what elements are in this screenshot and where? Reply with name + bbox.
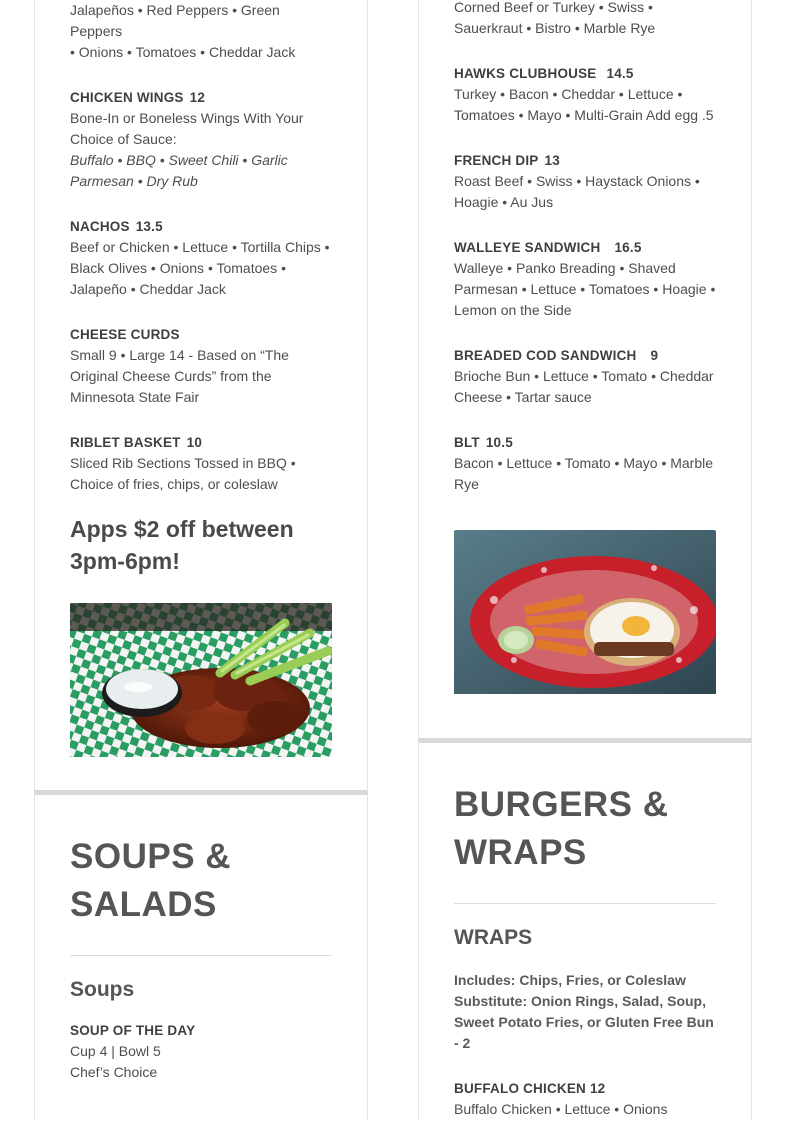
item-desc: Sauerkraut • Bistro • Marble Rye: [454, 20, 656, 36]
item-name: CHEESE CURDS: [70, 327, 180, 342]
item-price: 10: [186, 435, 203, 450]
wraps-note: Includes: Chips, Fries, or Coleslaw Substitute: Onion Rings, Salad, Soup, Sweet Potato Fries, or Gluten Free Bun - 2: [454, 972, 714, 1051]
menu-item-french-dip: [454, 150, 716, 213]
menu-item-nachos: [70, 216, 332, 300]
menu-item-partial: [70, 0, 332, 63]
item-name: NACHOS: [70, 219, 130, 234]
item-desc: Beef or Chicken • Lettuce • Tortilla Chips • Black Olives • Onions • Tomatoes • Jalapeño • Cheddar Jack: [70, 239, 330, 297]
item-desc: Bacon • Lettuce • Tomato • Mayo • Marble Rye: [454, 455, 714, 492]
section-title: BURGERS & WRAPS: [454, 785, 669, 872]
menu-item-buffalo-chicken: [454, 1078, 716, 1120]
item-price: 14.5: [606, 66, 634, 81]
menu-item-breaded-cod: [454, 345, 716, 408]
item-price: 16.5: [614, 240, 642, 255]
item-desc: Sliced Rib Sections Tossed in BBQ • Choice of fries, chips, or coleslaw: [70, 455, 296, 492]
divider: [70, 955, 332, 956]
menu-item-blt: [454, 432, 716, 495]
item-sauces: Buffalo • BBQ • Sweet Chili • Garlic Parmesan • Dry Rub: [70, 152, 288, 189]
item-desc: Turkey • Bacon • Cheddar • Lettuce • Tomatoes • Mayo • Multi-Grain Add egg .5: [454, 86, 714, 123]
item-name: RIBLET BASKET: [70, 435, 181, 450]
item-desc: Chef’s Choice: [70, 1064, 158, 1080]
soups-salads-card: [34, 790, 368, 1120]
section-title: SOUPS & SALADS: [70, 837, 232, 924]
apps-card: [34, 0, 368, 790]
item-desc: Bone-In or Boneless Wings With Your Choice of Sauce:: [70, 110, 304, 147]
burger-photo: [454, 530, 716, 699]
subhead-soups: Soups: [70, 978, 135, 1001]
item-price: 13.5: [135, 219, 163, 234]
menu-item-cheese-curds: [70, 324, 332, 408]
item-price: 12: [589, 1081, 606, 1096]
menu-item-chicken-wings: [70, 87, 332, 192]
sandwiches-card: [418, 0, 752, 738]
item-desc: Jalapeños • Red Peppers • Green Peppers: [70, 2, 280, 39]
item-name: BUFFALO CHICKEN: [454, 1081, 586, 1096]
item-name: WALLEYE SANDWICH: [454, 240, 601, 255]
item-name: CHICKEN WINGS: [70, 90, 184, 105]
item-desc: Corned Beef or Turkey • Swiss •: [454, 0, 653, 15]
item-desc: Roast Beef • Swiss • Haystack Onions • Hoagie • Au Jus: [454, 173, 700, 210]
item-name: HAWKS CLUBHOUSE: [454, 66, 597, 81]
item-desc: Walleye • Panko Breading • Shaved Parmesan • Lettuce • Tomatoes • Hoagie • Lemon on the Side: [454, 260, 716, 318]
item-desc: Brioche Bun • Lettuce • Tomato • Cheddar Cheese • Tartar sauce: [454, 368, 714, 405]
menu-item-soup-of-the-day: [70, 1020, 332, 1083]
item-price: 12: [189, 90, 206, 105]
item-price: 9: [650, 348, 659, 363]
menu-item-partial: [454, 0, 716, 39]
menu-item-riblet-basket: [70, 432, 332, 495]
subhead-wraps: WRAPS: [454, 926, 533, 949]
burgers-wraps-card: [418, 738, 752, 1120]
item-price: 10.5: [485, 435, 513, 450]
burger-image: [454, 530, 716, 694]
promo-heading: Apps $2 off between 3pm-6pm!: [70, 516, 294, 574]
menu-item-walleye-sandwich: [454, 237, 716, 321]
item-name: BREADED COD SANDWICH: [454, 348, 637, 363]
wings-image: [70, 603, 332, 757]
item-desc: Small 9 • Large 14 - Based on “The Original Cheese Curds” from the Minnesota State Fair: [70, 347, 289, 405]
wings-photo: [70, 603, 332, 762]
item-desc: Cup 4 | Bowl 5: [70, 1043, 161, 1059]
item-name: SOUP OF THE DAY: [70, 1023, 196, 1038]
item-name: BLT: [454, 435, 480, 450]
item-desc: • Onions • Tomatoes • Cheddar Jack: [70, 44, 296, 60]
divider: [454, 903, 716, 904]
item-price: 13: [544, 153, 560, 168]
item-desc: Buffalo Chicken • Lettuce • Onions: [454, 1101, 668, 1117]
item-name: FRENCH DIP: [454, 153, 539, 168]
menu-item-hawks-clubhouse: [454, 63, 716, 126]
